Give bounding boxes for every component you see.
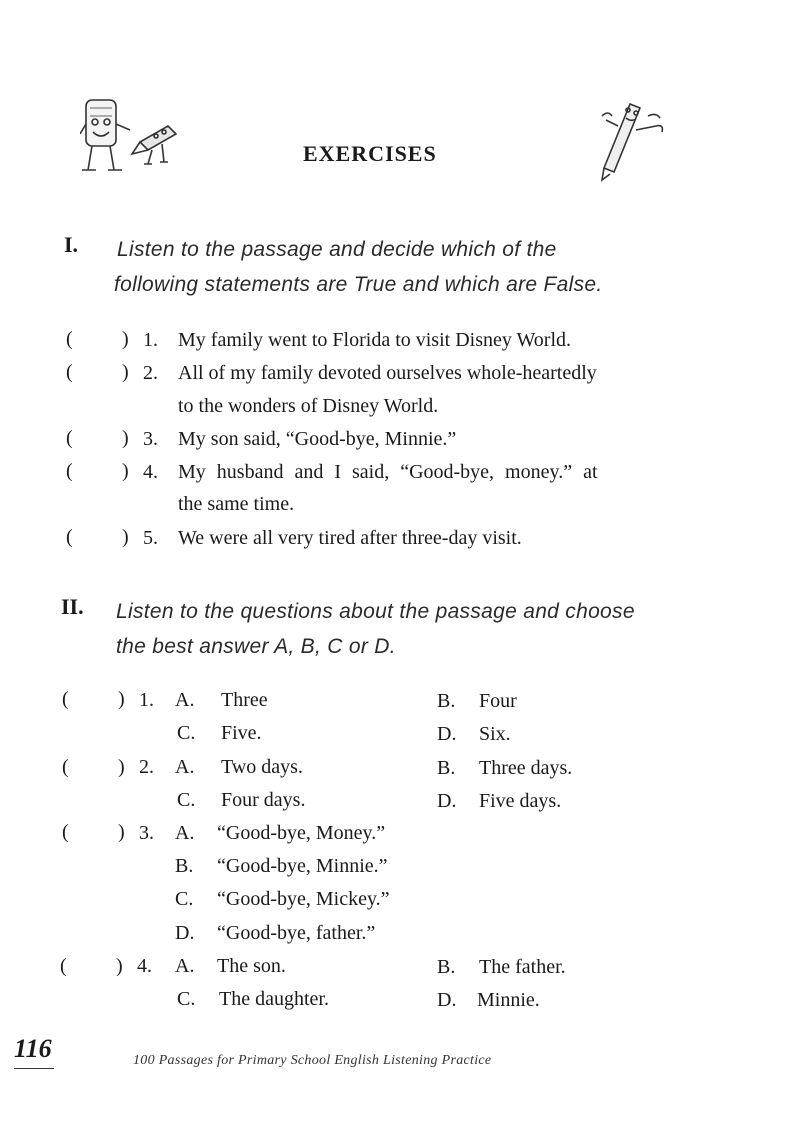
option-letter: B.: [175, 855, 194, 877]
option-letter: D.: [175, 922, 195, 944]
option-text: Four days.: [221, 789, 306, 811]
option-letter: A.: [175, 756, 195, 778]
item-number: 4.: [143, 461, 158, 483]
statement-text-continued: to the wonders of Disney World.: [178, 395, 439, 417]
item-number: 1.: [143, 329, 158, 351]
option-text: Five days.: [479, 790, 562, 812]
option-letter: C.: [175, 888, 194, 910]
eraser-pencil-cartoon-icon: [80, 94, 190, 176]
item-number: 3.: [143, 428, 158, 450]
section-1-numeral: I.: [64, 232, 79, 257]
statement-text: My husband and I said, “Good-bye, money.” at: [178, 461, 598, 483]
option-letter: D.: [437, 989, 457, 1011]
option-text: “Good-bye, father.”: [217, 922, 376, 944]
section-2-instruction-line-1: Listen to the questions about the passage and choose: [116, 600, 635, 623]
answer-paren-close: ): [122, 460, 129, 482]
answer-paren-open: (: [66, 328, 73, 350]
option-text: Three days.: [479, 757, 573, 779]
statement-text-continued: the same time.: [178, 493, 295, 515]
option-text: “Good-bye, Mickey.”: [217, 888, 390, 910]
answer-paren-open: (: [62, 756, 69, 778]
answer-paren-close: ): [116, 955, 123, 977]
statement-text: All of my family devoted ourselves whole-heartedly: [178, 362, 597, 384]
statement-text: My son said, “Good-bye, Minnie.”: [178, 428, 457, 450]
answer-paren-open: (: [66, 361, 73, 383]
section-2-numeral: II.: [61, 594, 84, 619]
option-letter: C.: [177, 722, 196, 744]
option-letter: C.: [177, 789, 196, 811]
section-2-instruction-line-2: the best answer A, B, C or D.: [116, 635, 396, 658]
page-title: EXERCISES: [303, 141, 437, 166]
answer-paren-close: ): [118, 756, 125, 778]
option-letter: C.: [177, 988, 196, 1010]
pencil-cartoon-icon: [600, 96, 670, 184]
option-text: Three: [221, 689, 268, 711]
answer-paren-close: ): [122, 427, 129, 449]
answer-paren-close: ): [122, 328, 129, 350]
answer-paren-open: (: [66, 460, 73, 482]
statement-text: We were all very tired after three-day visit.: [178, 527, 522, 549]
answer-paren-open: (: [66, 427, 73, 449]
option-text: “Good-bye, Money.”: [217, 822, 386, 844]
section-1-instruction-line-1: Listen to the passage and decide which of the: [117, 238, 557, 261]
option-letter: A.: [175, 822, 195, 844]
page-number-underline: [14, 1068, 54, 1069]
option-letter: A.: [175, 689, 195, 711]
option-text: The daughter.: [219, 988, 329, 1010]
option-text: Six.: [479, 723, 511, 745]
answer-paren-open: (: [62, 821, 69, 843]
option-text: Two days.: [221, 756, 303, 778]
option-letter: D.: [437, 723, 457, 745]
answer-paren-open: (: [62, 688, 69, 710]
section-1-instruction-line-2: following statements are True and which are False.: [114, 273, 603, 296]
answer-paren-open: (: [66, 526, 73, 548]
option-letter: D.: [437, 790, 457, 812]
option-text: The son.: [217, 955, 286, 977]
option-text: The father.: [479, 956, 566, 978]
answer-paren-open: (: [60, 955, 67, 977]
item-number: 5.: [143, 527, 158, 549]
answer-paren-close: ): [118, 821, 125, 843]
option-text: Five.: [221, 722, 262, 744]
statement-text: My family went to Florida to visit Disney World.: [178, 329, 571, 351]
answer-paren-close: ): [122, 361, 129, 383]
option-letter: B.: [437, 956, 456, 978]
question-number: 3.: [139, 822, 154, 844]
question-number: 4.: [137, 955, 152, 977]
option-letter: B.: [437, 690, 456, 712]
option-letter: B.: [437, 757, 456, 779]
book-title-footer: 100 Passages for Primary School English Listening Practice: [133, 1053, 492, 1068]
answer-paren-close: ): [118, 688, 125, 710]
option-text: “Good-bye, Minnie.”: [217, 855, 388, 877]
question-number: 2.: [139, 756, 154, 778]
item-number: 2.: [143, 362, 158, 384]
answer-paren-close: ): [122, 526, 129, 548]
option-text: Four: [479, 690, 517, 712]
option-text: Minnie.: [477, 989, 540, 1011]
option-letter: A.: [175, 955, 195, 977]
question-number: 1.: [139, 689, 154, 711]
page-number: 116: [14, 1034, 52, 1063]
